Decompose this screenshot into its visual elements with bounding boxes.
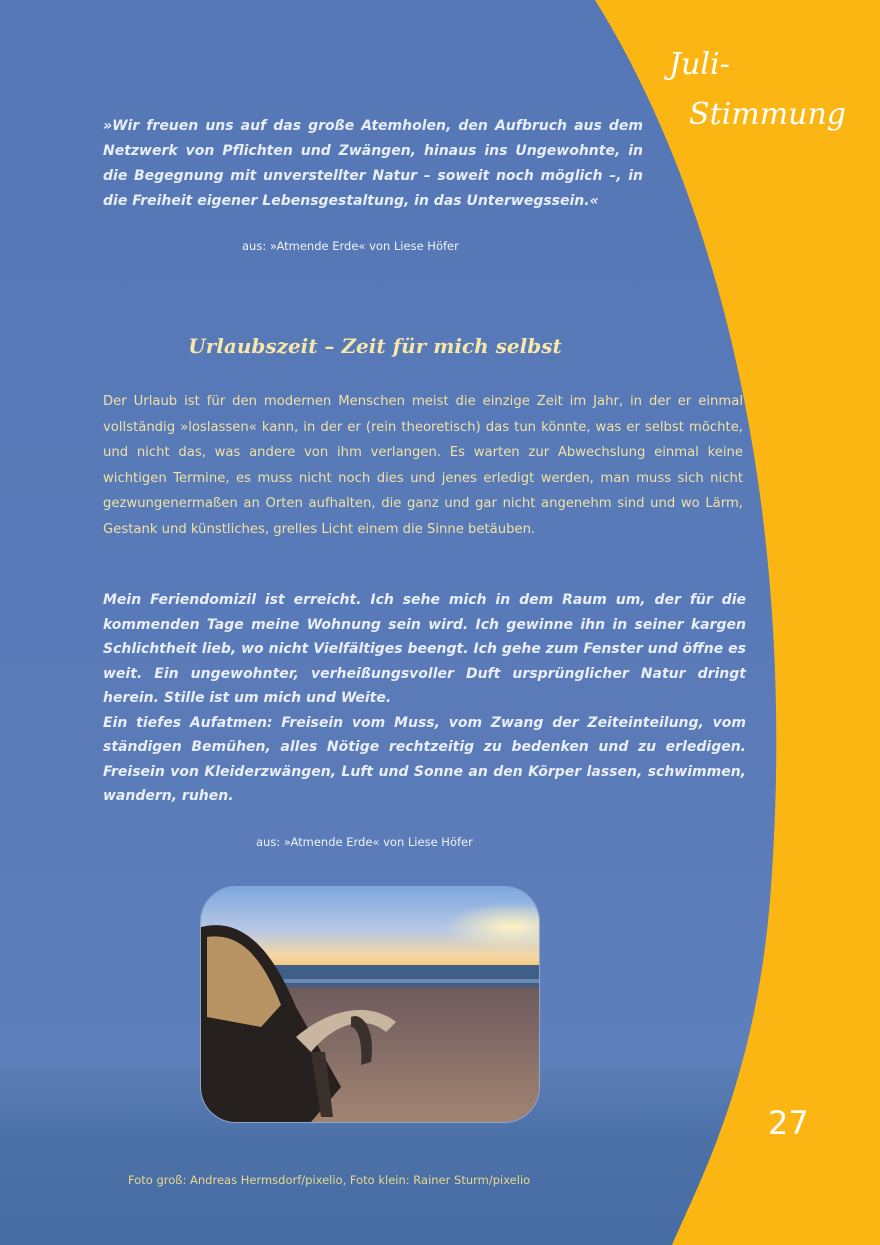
page-number: 27: [768, 1104, 809, 1142]
intro-quote: »Wir freuen uns auf das große Atemholen, den Aufbruch aus dem Netzwerk von Pflichten und Zwängen, hinaus ins Ungewohnte, in die Begegnung mit unverstellter Natur – soweit noch möglich –, in die Freiheit eigener Lebensgestaltung, in das Unterwegssein.«: [103, 118, 643, 209]
month-heading-line2: Stimmung: [689, 97, 846, 132]
month-heading: [669, 40, 846, 140]
photo-credit: Foto groß: Andreas Hermsdorf/pixelio, Foto klein: Rainer Sturm/pixelio: [128, 1173, 531, 1187]
italic-passage: [103, 588, 746, 809]
beach-chair-photo: [200, 886, 540, 1123]
section-body: Der Urlaub ist für den modernen Menschen meist die einzige Zeit im Jahr, in der er einmal vollständig »loslassen« kann, in der er (rein theoretisch) das tun könnte, was er selbst möchte, und nicht das, was andere von ihm verlangen. Es warten zur Abwechslung einmal keine wichtigen Termine, es muss nicht noch dies und jenes erledigt werden, man muss sich nicht gezwungenermaßen an Orten aufhalten, die ganz und gar nicht angenehm sind und wo Lärm, Gestank und künstliches, grelles Licht einem die Sinne betäuben.: [103, 394, 743, 537]
italic-paragraph-1: Mein Feriendomizil ist erreicht. Ich sehe mich in dem Raum um, der für die kommenden Tage meine Wohnung sein wird. Ich gewinne ihn in seiner kargen Schlichtheit lieb, wo nicht Vielfältiges beengt. Ich gehe zum Fenster und öffne es weit. Ein ungewohnter, verheißungsvoller Duft ursprünglicher Natur dringt herein. Stille ist um mich und Weite.: [103, 592, 746, 706]
section-title: Urlaubszeit – Zeit für mich selbst: [188, 334, 562, 358]
month-heading-line1: Juli-: [669, 47, 730, 82]
italic-paragraph-2: Ein tiefes Aufatmen: Freisein vom Muss, vom Zwang der Zeiteinteilung, vom ständigen Bemühen, alles Nötige rechtzeitig zu bedenken und zu erledigen. Freisein von Kleiderzwängen, Luft und Sonne an den Körper lassen, schwimmen, wandern, ruhen.: [103, 714, 746, 804]
quote-source: aus: »Atmende Erde« von Liese Höfer: [242, 239, 459, 253]
passage-source: aus: »Atmende Erde« von Liese Höfer: [256, 835, 473, 849]
